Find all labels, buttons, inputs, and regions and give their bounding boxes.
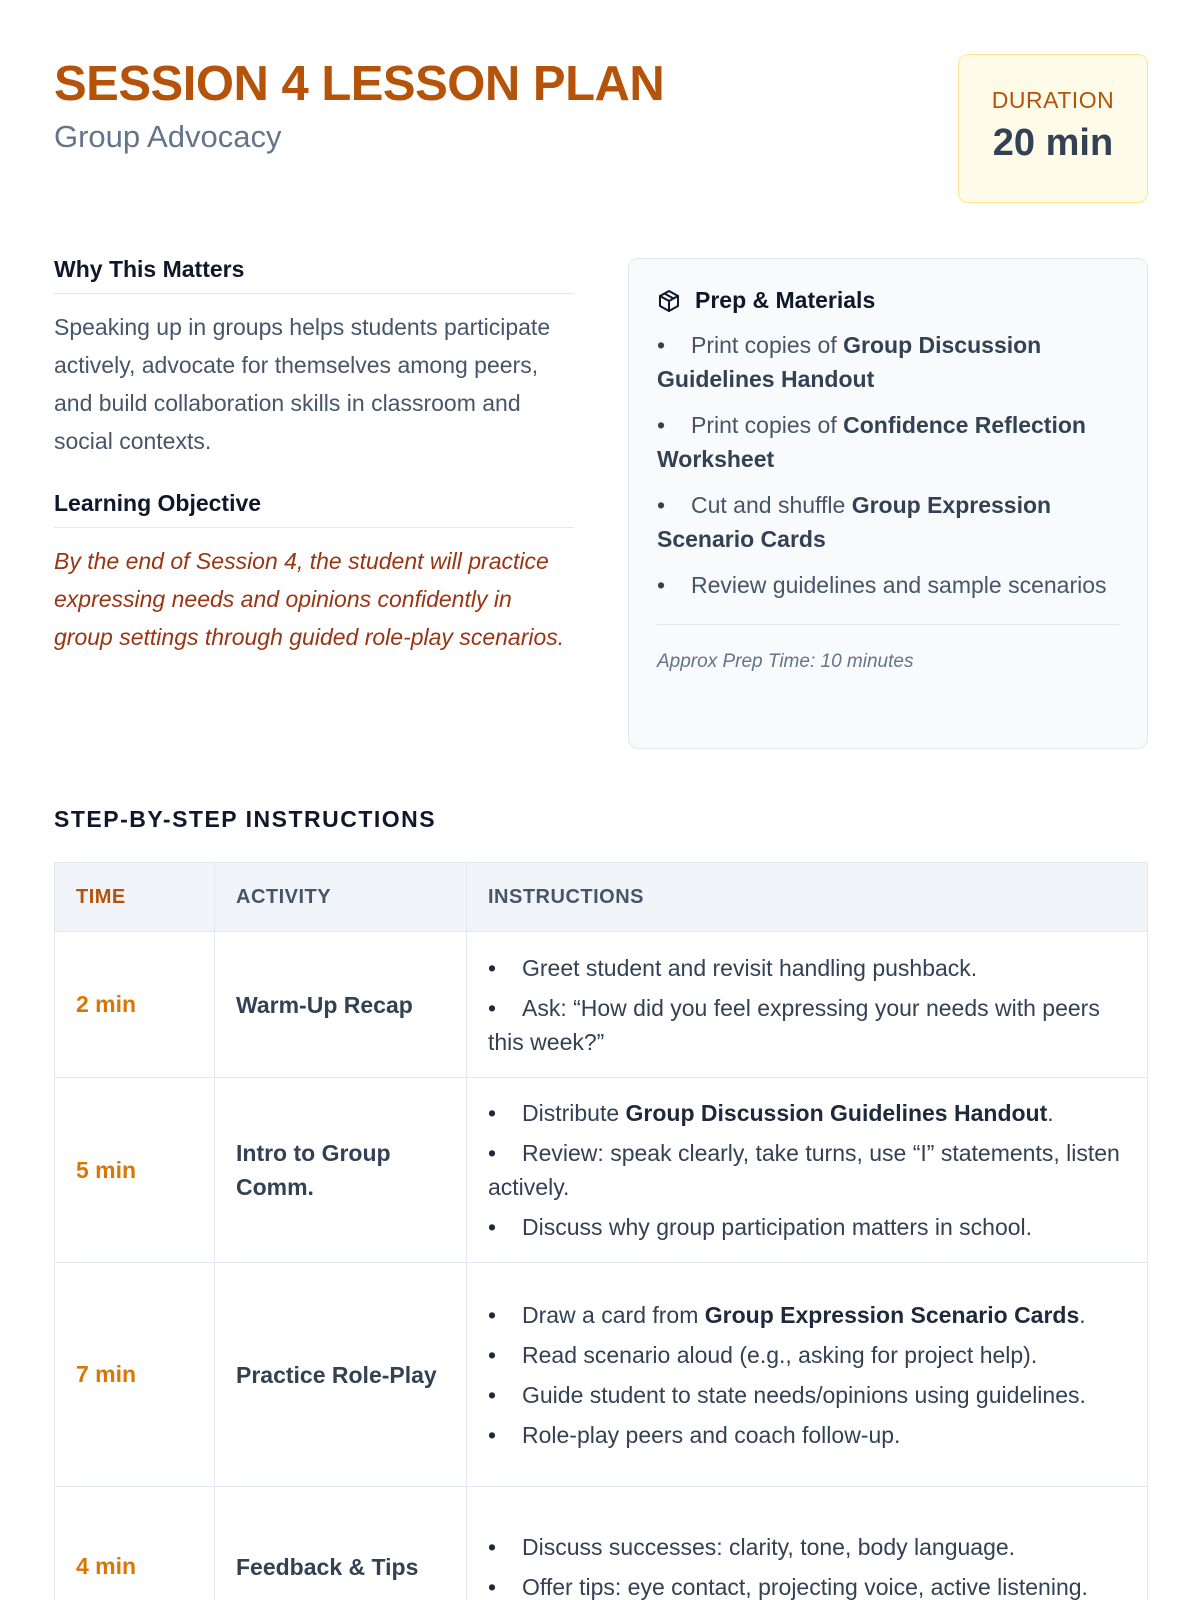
activity-cell: Warm-Up Recap [215, 932, 467, 1078]
duration-label: DURATION [991, 87, 1115, 113]
instruction-item [488, 1210, 1126, 1244]
instruction-item [488, 1136, 1126, 1204]
item-text: Print copies of [691, 332, 844, 358]
prep-item [657, 488, 1119, 556]
item-suffix-text: . [1079, 1301, 1086, 1328]
instruction-list [488, 1298, 1126, 1452]
activity-cell: Intro to Group Comm. [215, 1078, 467, 1263]
instructions-cell [467, 1263, 1148, 1487]
duration-badge [958, 54, 1148, 203]
prep-heading [657, 287, 1119, 314]
prep-item [657, 568, 1119, 602]
prep-item [657, 408, 1119, 476]
item-bold-text: Confidence Reflection Worksheet [657, 412, 1086, 472]
prep-heading-label: Prep & Materials [695, 287, 876, 313]
activity-cell: Feedback & Tips [215, 1487, 467, 1600]
page-subtitle: Group Advocacy [54, 118, 282, 154]
item-text: Ask: “How did you feel expressing your needs with peers this week?” [488, 994, 1100, 1055]
time-cell: 4 min [55, 1487, 215, 1600]
instruction-list [488, 1530, 1126, 1600]
prep-item [657, 328, 1119, 396]
instruction-item [488, 1338, 1126, 1372]
time-cell: 5 min [55, 1078, 215, 1263]
item-text: Distribute [522, 1100, 626, 1126]
instruction-item [488, 1530, 1126, 1564]
item-text: Review guidelines and sample scenarios [691, 572, 1107, 598]
instruction-item [488, 991, 1126, 1059]
item-text: Read scenario aloud (e.g., asking for project help). [522, 1341, 1038, 1368]
package-icon [657, 289, 681, 313]
column-header-instructions: INSTRUCTIONS [467, 863, 1148, 932]
item-text: Greet student and revisit handling pushback. [522, 954, 978, 981]
table-row [55, 1078, 1148, 1263]
objective-text: By the end of Session 4, the student will practice expressing needs and opinions confidently in group settings through guided role-play scenarios. [54, 548, 565, 650]
item-text: Discuss successes: clarity, tone, body language. [522, 1533, 1016, 1560]
item-bold-text: Group Discussion Guidelines Handout [657, 332, 1042, 392]
prep-time: Approx Prep Time: 10 minutes [657, 651, 914, 672]
table-header-row [55, 863, 1148, 932]
instructions-cell [467, 1078, 1148, 1263]
prep-materials-card [628, 258, 1148, 749]
table-row [55, 932, 1148, 1078]
page-title: SESSION 4 LESSON PLAN [54, 57, 665, 111]
page-header [54, 58, 664, 154]
instruction-item [488, 1378, 1126, 1412]
why-text: Speaking up in groups helps students participate actively, advocate for themselves among peers, and build collaboration skills in classroom and social contexts. [54, 314, 551, 454]
instruction-item [488, 1096, 1126, 1130]
why-heading: Why This Matters [54, 256, 574, 294]
item-bold-text: Group Expression Scenario Cards [704, 1301, 1080, 1328]
item-text: Discuss why group participation matters in school. [522, 1214, 1033, 1240]
instructions-cell [467, 932, 1148, 1078]
item-text: Role-play peers and coach follow-up. [522, 1421, 901, 1448]
activity-cell: Practice Role-Play [215, 1263, 467, 1487]
table-row [55, 1263, 1148, 1487]
time-cell: 7 min [55, 1263, 215, 1487]
instruction-item [488, 951, 1126, 985]
overview-column [54, 256, 574, 656]
item-text: Print copies of [691, 412, 844, 438]
item-bold-text: Group Discussion Guidelines Handout [625, 1100, 1048, 1126]
column-header-time: TIME [55, 863, 215, 932]
instructions-cell [467, 1487, 1148, 1600]
duration-value: 20 min [992, 122, 1114, 164]
instruction-list [488, 951, 1126, 1059]
column-header-activity: ACTIVITY [215, 863, 467, 932]
prep-divider [657, 624, 1119, 625]
item-text: Cut and shuffle [691, 492, 852, 518]
time-cell: 2 min [55, 932, 215, 1078]
instructions-table [54, 862, 1148, 1600]
item-bold-text: Group Expression Scenario Cards [657, 492, 1052, 552]
item-text: Guide student to state needs/opinions using guidelines. [522, 1381, 1086, 1408]
prep-list [657, 328, 1119, 602]
instruction-item [488, 1298, 1126, 1332]
item-suffix-text: . [1047, 1100, 1054, 1126]
item-text: Offer tips: eye contact, projecting voice, active listening. [522, 1573, 1088, 1600]
item-text: Review: speak clearly, take turns, use “I” statements, listen actively. [488, 1140, 1120, 1200]
item-text: Draw a card from [522, 1301, 705, 1328]
objective-heading: Learning Objective [54, 490, 574, 528]
instruction-item [488, 1570, 1126, 1600]
instruction-list [488, 1096, 1126, 1244]
table-row [55, 1487, 1148, 1600]
instruction-item [488, 1418, 1126, 1452]
steps-heading: STEP-BY-STEP INSTRUCTIONS [54, 806, 437, 832]
